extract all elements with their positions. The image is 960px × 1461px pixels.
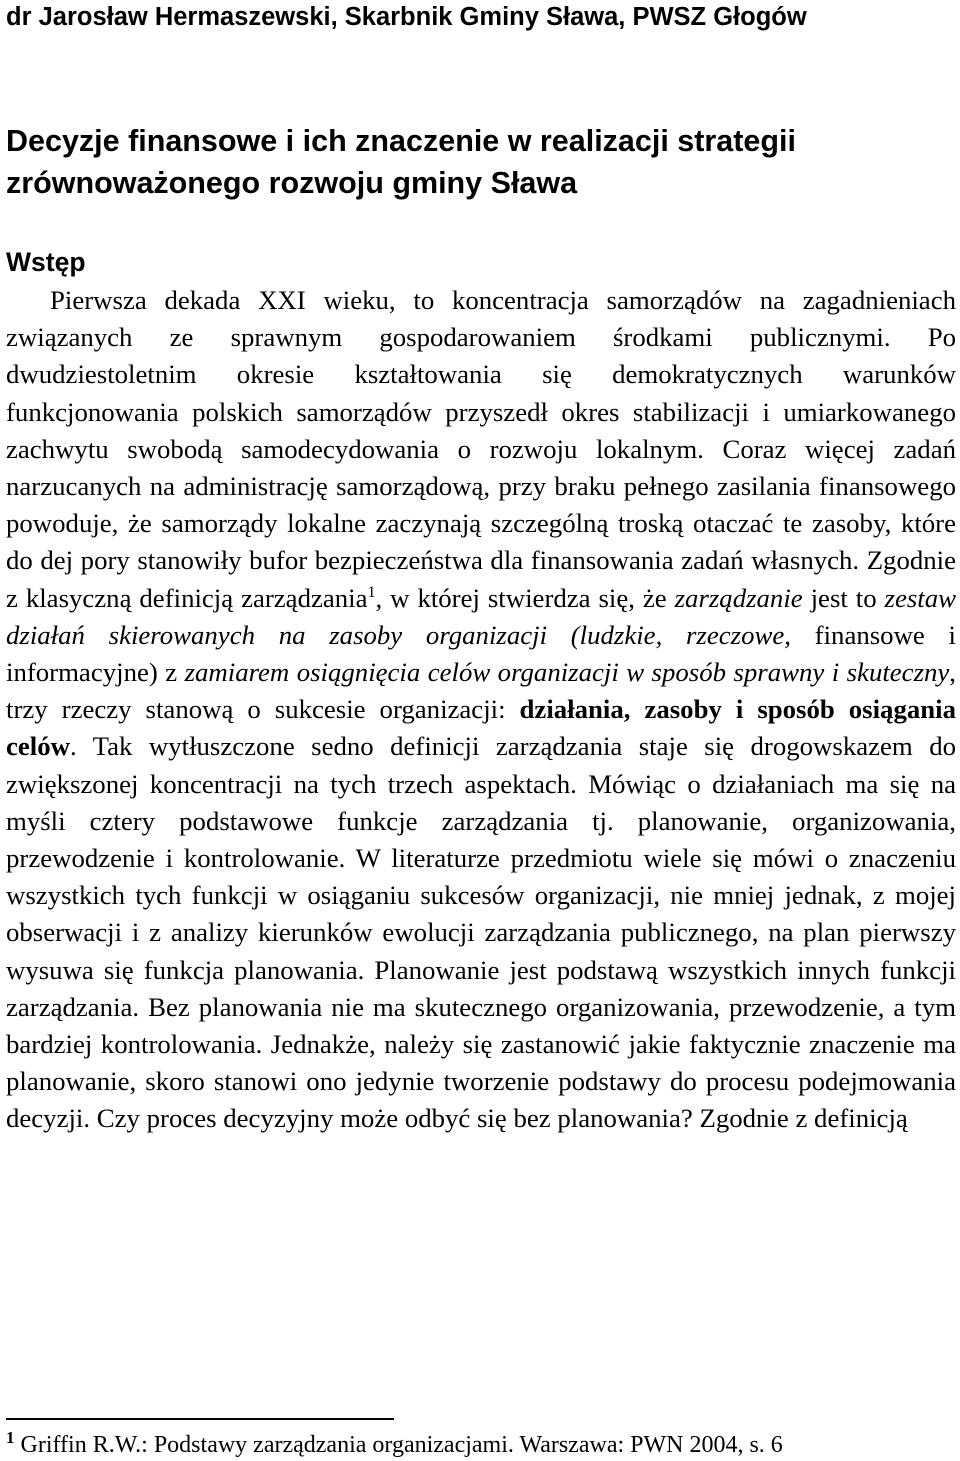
footnote-text: Griffin R.W.: Podstawy zarządzania organizacjami. Warszawa: PWN 2004, s. 6 — [14, 1432, 783, 1458]
footnote-separator — [6, 1418, 394, 1420]
text-run: Pierwsza dekada XXI wieku, to koncentracja samorządów na zagadnieniach związanych ze sprawnym gospodarowaniem środkami publicznymi. Po dwudziestoletnim okresie kształtowania się demokratycznych warunków funkcjonowania polskich samorządów przyszedł okres stabilizacji i umiarkowanego zachwytu swobodą samodecydowania o rozwoju lokalnym. Coraz więcej zadań narzucanych na administrację samorządową, przy braku pełnego zasilania finansowego powoduje, że samorządy lokalne zaczynają szczególną troską otaczać te zasoby, które do dej pory stanowiły bufor bezpieczeństwa dla finansowania zadań własnych. Zgodnie z klasyczną definicją zarządzania — [6, 285, 956, 613]
text-run: , w której stwierdza się, że — [375, 582, 675, 613]
text-run: , trzy rzeczy stanową o sukcesie organizacji: — [6, 657, 956, 725]
text-run: jest to — [802, 582, 885, 613]
section-heading: Wstęp — [6, 247, 86, 277]
article-title: Decyzje finansowe i ich znaczenie w realizacji strategii zrównoważonego rozwoju gminy Sława — [6, 124, 796, 200]
text-run: finansowe i informacyjne) z — [6, 619, 956, 688]
italic-term: zarządzanie — [674, 582, 803, 613]
footnote-reference[interactable]: 1 — [367, 583, 376, 601]
footnote — [6, 1430, 783, 1460]
footnote-number: 1 — [6, 1428, 15, 1447]
author-line: dr Jarosław Hermaszewski, Skarbnik Gminy Sława, PWSZ Głogów — [6, 3, 807, 31]
body-paragraph — [6, 282, 956, 1138]
text-run: . Tak wytłuszczone sedno definicji zarządzania staje się drogowskazem do zwiększonej koncentracji na tych trzech aspektach. Mówiąc o działaniach ma się na myśli cztery podstawowe funkcje zarządzania tj. planowanie, organizowania, przewodzenie i kontrolowanie. W literaturze przedmiotu wiele się mówi o znaczeniu wszystkich tych funkcji w osiąganiu sukcesów organizacji, nie mniej jednak, z mojej obserwacji i z analizy kierunków ewolucji zarządzania publicznego, na plan pierwszy wysuwa się funkcja planowania. Planowanie jest podstawą wszystkich innych funkcji zarządzania. Bez planowania nie ma skutecznego organizowania, przewodzenie, a tym bardziej kontrolowania. Jednakże, należy się zastanowić jakie faktycznie znaczenie ma planowanie, skoro stanowi ono jedynie tworzenie podstawy do procesu podejmowania decyzji. Czy proces decyzyjny może odbyć się bez planowania? Zgodnie z definicją — [6, 731, 956, 1134]
bold-key-phrase: działania, zasoby i sposób osiągania celów — [6, 694, 956, 762]
italic-definition: zamiarem osiągnięcia celów organizacji w sposób sprawny i skuteczny — [184, 657, 950, 688]
italic-definition: zestaw działań skierowanych na zasoby organizacji (ludzkie, rzeczowe, — [6, 582, 957, 650]
